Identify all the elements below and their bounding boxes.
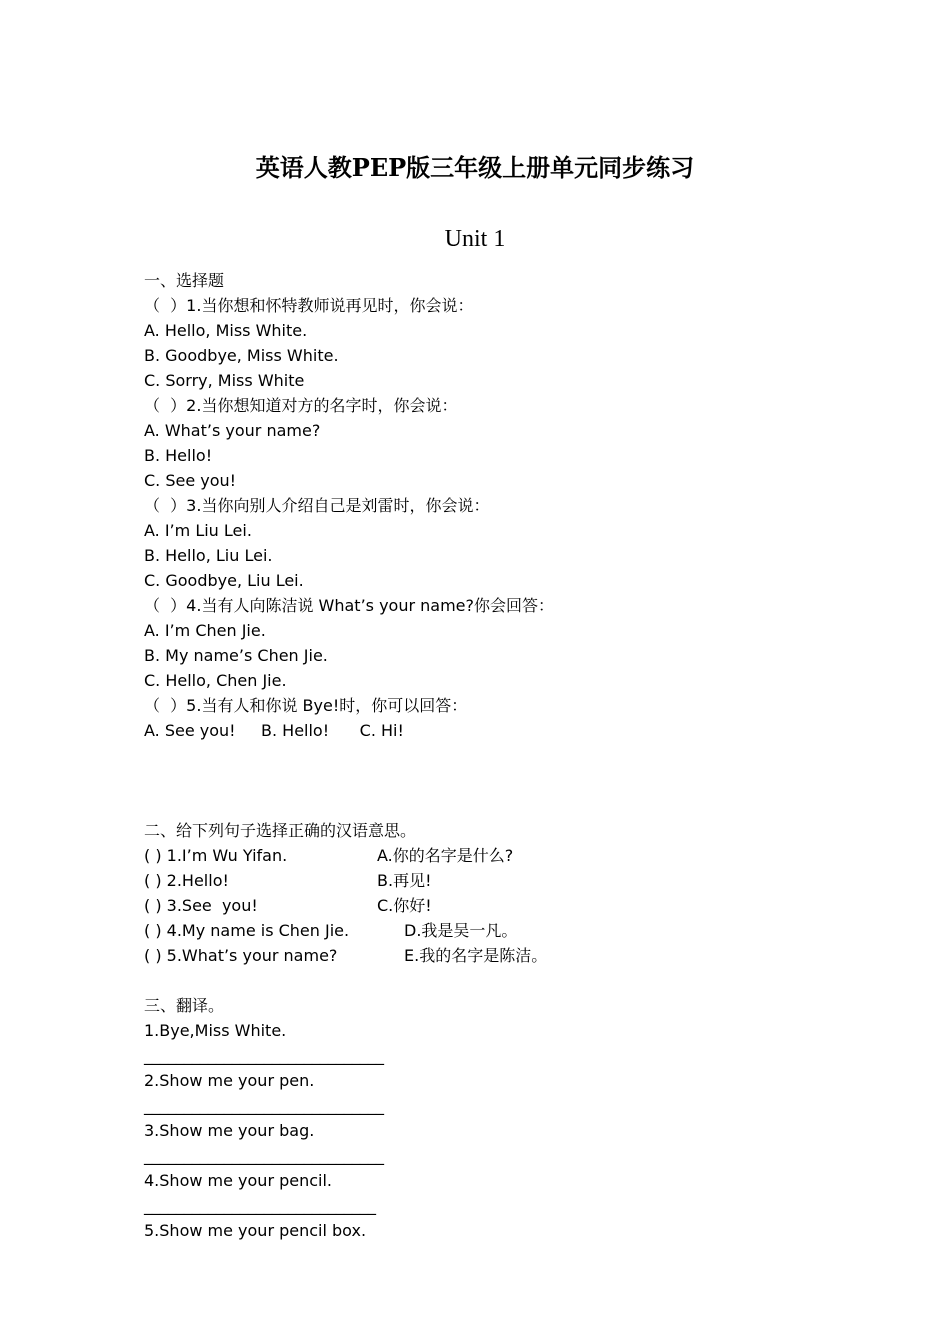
q5-options: A. See you! B. Hello! C. Hi!: [144, 721, 404, 740]
match-meaning: A.你的名字是什么?: [377, 846, 514, 865]
section2-heading: 二、给下列句子选择正确的汉语意思。: [144, 821, 417, 840]
q1-option-c: C. Sorry, Miss White: [144, 371, 305, 390]
q2-option-c: C. See you!: [144, 471, 237, 490]
page-title: 英语人教PEP版三年级上册单元同步练习: [255, 153, 695, 182]
answer-blank[interactable]: ______________________________: [144, 1146, 384, 1165]
section1-heading: 一、选择题: [144, 271, 225, 290]
match-meaning: B.再见!: [377, 871, 432, 890]
section-spacer: [144, 743, 824, 793]
match-row: [144, 893, 824, 918]
answer-blank[interactable]: _____________________________: [144, 1196, 376, 1215]
section3-heading: 三、翻译。: [144, 996, 225, 1015]
match-row: [144, 843, 824, 868]
section-spacer: [144, 793, 824, 818]
match-meaning: D.我是吴一凡。: [404, 921, 518, 940]
translate-item: 1.Bye,Miss White.: [144, 1021, 287, 1040]
match-meaning: E.我的名字是陈洁。: [404, 946, 548, 965]
q3-option-c: C. Goodbye, Liu Lei.: [144, 571, 304, 590]
q5-stem: （ ）5.当有人和你说 Bye!时，你可以回答：: [144, 696, 468, 715]
match-row: [144, 943, 824, 968]
q3-option-a: A. I’m Liu Lei.: [144, 521, 252, 540]
q1-option-a: A. Hello, Miss White.: [144, 321, 308, 340]
match-row: [144, 868, 824, 893]
q3-stem: （ ）3.当你向别人介绍自己是刘雷时，你会说：: [144, 496, 490, 515]
q2-stem: （ ）2.当你想知道对方的名字时，你会说：: [144, 396, 458, 415]
q4-option-b: B. My name’s Chen Jie.: [144, 646, 328, 665]
translate-item: 3.Show me your bag.: [144, 1121, 315, 1140]
translate-item: 4.Show me your pencil.: [144, 1171, 333, 1190]
match-sentence: ( ) 4.My name is Chen Jie.: [144, 921, 350, 940]
q3-option-b: B. Hello, Liu Lei.: [144, 546, 273, 565]
unit-heading: Unit 1: [444, 226, 506, 252]
match-sentence: ( ) 3.See you!: [144, 896, 258, 915]
match-sentence: ( ) 2.Hello!: [144, 871, 229, 890]
match-meaning: C.你好!: [377, 896, 432, 915]
answer-blank[interactable]: ______________________________: [144, 1046, 384, 1065]
q4-option-a: A. I’m Chen Jie.: [144, 621, 266, 640]
q2-option-b: B. Hello!: [144, 446, 213, 465]
q1-stem: （ ）1.当你想和怀特教师说再见时，你会说：: [144, 296, 474, 315]
match-sentence: ( ) 1.I’m Wu Yifan.: [144, 846, 288, 865]
match-sentence: ( ) 5.What’s your name?: [144, 946, 338, 965]
q2-option-a: A. What’s your name?: [144, 421, 321, 440]
translate-item: 2.Show me your pen.: [144, 1071, 315, 1090]
match-row: [144, 918, 824, 943]
q4-stem: （ ）4.当有人向陈洁说 What’s your name?你会回答：: [144, 596, 555, 615]
q4-option-c: C. Hello, Chen Jie.: [144, 671, 287, 690]
translate-item: 5.Show me your pencil box.: [144, 1221, 367, 1240]
q1-option-b: B. Goodbye, Miss White.: [144, 346, 339, 365]
worksheet-body: [144, 268, 824, 1243]
section-spacer: [144, 968, 824, 993]
answer-blank[interactable]: ______________________________: [144, 1096, 384, 1115]
